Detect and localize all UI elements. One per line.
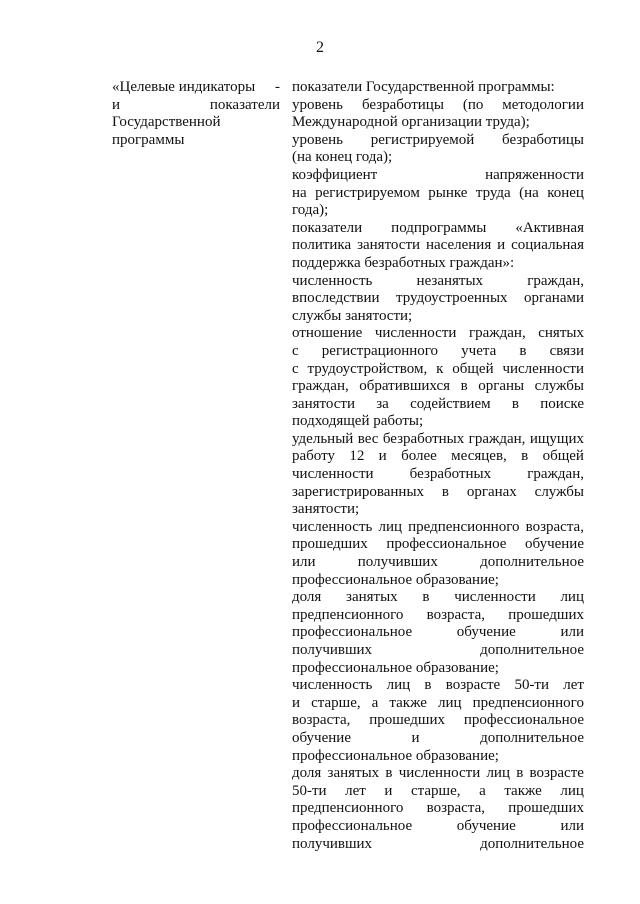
word: показатели [292,219,363,236]
word: профессиональное [463,712,584,729]
word: службы [534,378,584,395]
label-text: показатели [209,96,280,113]
word: снятых [538,325,584,342]
word: более [401,448,437,465]
text-line [292,818,584,836]
word: прошедших [508,606,584,623]
word: граждан, [527,272,584,289]
section-label [112,79,280,149]
word: получивших [357,554,438,571]
word: численности [292,466,374,483]
word: занятых [327,765,380,782]
word: методологии [502,96,584,113]
text-line [292,466,584,484]
word: возраста, [525,518,584,535]
word: безработных [382,430,465,447]
text-line: показатели Государственной программы: [292,79,555,95]
word: занятости [292,395,355,412]
label-dash: - [275,79,280,95]
word: граждан, [468,325,526,342]
word: или [292,554,316,571]
word: лиц [437,694,462,711]
word: занятых [346,589,398,606]
word: рынке [428,184,468,201]
word: предпенсионного [472,694,584,711]
word: прошедших [508,800,584,817]
text-line: (на конец года); [292,149,393,166]
word: численность [292,272,373,289]
text-line [292,836,584,854]
word: подпрограммы [391,219,487,236]
indicator-item [292,431,584,519]
word: (на [519,184,539,201]
word: ищущих [529,430,584,447]
word: конец [547,184,584,201]
word: а [479,782,486,799]
indicator-item [292,325,584,431]
text-line [292,536,584,554]
word: в [441,483,449,500]
word: за [376,395,389,412]
text-line [292,484,584,502]
word: службы [534,483,584,500]
text-line: Международной организации труда); [292,114,530,131]
word: и [497,237,506,254]
indicator-item [292,167,584,220]
word: обратившихся [359,378,451,395]
word: регистрируемом [315,184,420,201]
word: уровень [292,131,344,148]
word: населения [425,237,492,254]
word: безработицы [502,131,584,148]
word: «Активная [515,219,584,236]
text-line [292,783,584,801]
word: 50-ти [292,782,327,799]
word: работу [292,448,335,465]
word: на [292,184,307,201]
word: с [292,360,299,377]
text-line [292,343,584,361]
text-line [292,396,584,414]
word: численности [454,589,536,606]
text-line [292,185,584,203]
word: возраста, [292,712,351,729]
word: месяцев, [451,448,507,465]
word: связи [549,342,584,359]
word: труда [475,184,511,201]
word: регистрируемой [370,131,475,148]
indicator-item [292,677,584,765]
word: численность [292,677,373,694]
word: обучение [525,536,584,553]
text-line: службы занятости; [292,307,413,324]
word: обучение [456,624,516,641]
word: впоследствии [292,290,380,307]
word: и [384,782,393,799]
label-line: Государственной [112,114,221,131]
word: содействием [410,395,491,412]
word: и [378,448,387,465]
word: лиц [486,765,510,782]
text-line [292,97,584,115]
word: возрасте [445,677,501,694]
text-line [292,624,584,642]
word: и [292,694,301,711]
word: численность [292,518,373,535]
text-line: профессиональное образование; [292,747,499,764]
word: напряженности [485,166,584,183]
word: регистрационного [321,342,439,359]
word: предпенсионного [292,606,404,623]
text-line: поддержка безработных граждан»: [292,254,515,271]
text-line: занятости; [292,501,360,518]
indicator-item [292,79,584,97]
word: лиц [386,677,411,694]
word: органы [478,378,525,395]
word: дополнительное [480,642,584,658]
label-line: программы [112,131,185,148]
word: органами [523,290,584,307]
text-line [292,607,584,625]
word: в [422,589,430,606]
text-line [292,589,584,607]
indicator-item [292,132,584,167]
word: незанятых [416,272,484,289]
word: старше, [411,782,461,799]
word: в [424,677,432,694]
word: численности [502,360,584,377]
word: с [292,342,299,359]
text-line [292,695,584,713]
word: численности [398,765,481,782]
text-line [292,273,584,291]
text-line [292,800,584,818]
word: старше, [311,694,361,711]
indicator-item [292,273,584,326]
word: предпенсионного [292,800,404,817]
word: в [460,378,468,395]
indicator-item [292,589,584,677]
word: прошедших [292,536,368,553]
word: общей [452,360,494,377]
word: зарегистрированных [292,483,425,500]
word: возраста, [426,800,485,817]
word: возрасте [529,765,584,782]
word: профессиональное [292,817,413,834]
text-line [292,167,584,185]
word: дополнительное [480,835,584,852]
text-line: профессиональное образование; [292,571,499,588]
text-line [292,712,584,730]
word: лиц [378,518,403,535]
text-line [292,325,584,343]
word: трудоустроенных [396,290,508,307]
text-line [292,431,584,449]
word: 50-ти [514,677,550,694]
word: граждан, [292,378,349,395]
label-text: и [112,96,121,113]
label-line [112,79,280,97]
indicator-item [292,519,584,589]
word: в [385,765,393,782]
word: лет [345,782,366,799]
word: в [519,342,527,359]
word: обучение [456,817,516,834]
text-line [292,448,584,466]
word: дополнительное [480,729,584,746]
word: в [521,448,529,465]
word: или [560,817,584,834]
word: к [436,360,444,377]
text-line [292,642,584,660]
word: численности [374,325,457,342]
word: в [511,395,519,412]
word: (по [462,96,484,113]
text-line: года); [292,202,329,219]
word: профессиональное [386,536,507,553]
word: отношение [292,325,363,342]
indicator-item [292,765,584,853]
word: профессиональное [292,624,413,641]
indicator-item [292,97,584,132]
word: также [389,694,427,711]
word: получивших [292,835,373,852]
word: граждан, [468,430,526,447]
word: граждан, [527,466,584,483]
text-line [292,132,584,150]
word: удельный [292,430,354,447]
text-line [292,237,584,255]
word: прошедших [369,712,445,729]
label-line [112,97,280,115]
text-line [292,765,584,783]
word: социальная [511,237,584,254]
word: или [560,624,584,641]
word: в [516,765,524,782]
text-line [292,554,584,572]
word: предпенсионного [408,518,520,535]
word: дополнительное [480,554,584,571]
word: политика [292,237,352,254]
word: занятости [357,237,421,254]
indicator-list [292,79,584,853]
text-line [292,220,584,238]
text-line [292,519,584,537]
word: поиске [540,395,584,412]
text-line [292,290,584,308]
word: коэффициент [292,166,378,183]
word: доля [292,765,322,782]
word: возраста, [426,606,485,623]
word: учета [461,342,497,359]
word: и [411,729,420,746]
word: общей [542,448,584,465]
text-line [292,677,584,695]
word: уровень [292,96,344,113]
text-line: профессиональное образование; [292,659,499,676]
text-line [292,730,584,748]
page-number: 2 [316,39,324,56]
indicator-item [292,220,584,273]
text-line [292,361,584,379]
word: трудоустройством, [307,360,428,377]
word: 12 [349,448,365,465]
word: обучение [292,729,351,746]
word: а [371,694,379,711]
word: также [504,782,542,799]
word: получивших [292,642,373,658]
text-line [292,378,584,396]
word: доля [292,589,322,606]
word: безработных [409,466,492,483]
label-text: «Целевые индикаторы [112,79,256,95]
text-line: подходящей работы; [292,413,424,430]
word: вес [357,430,379,447]
word: органах [466,483,517,500]
word: лиц [560,782,584,799]
word: лет [563,677,584,694]
word: безработицы [361,96,444,113]
word: лиц [560,589,584,606]
